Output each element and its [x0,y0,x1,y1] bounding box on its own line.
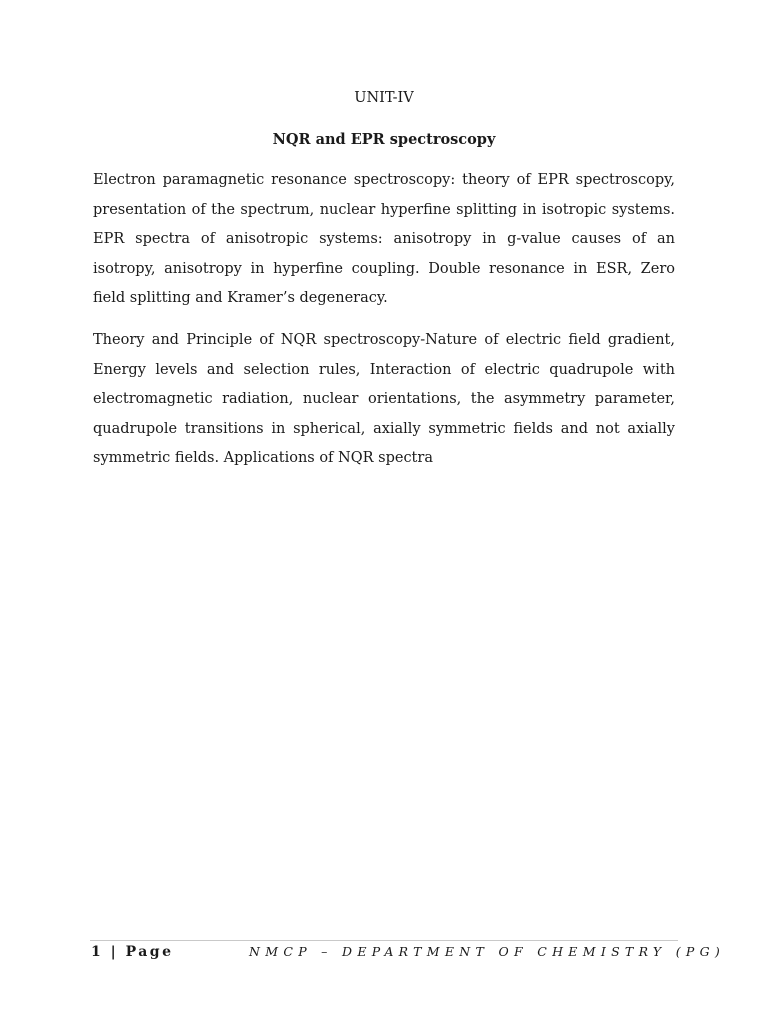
footer-page-number: 1 | Page [91,944,174,960]
footer-divider [90,940,678,941]
paragraph-nqr: Theory and Principle of NQR spectroscopy-Nature of electric field gradient, Energy levels and selection rules, Interaction of electric quadrupole with electromagnetic radiation, nuclear orientations, the asymmetry parameter, quadrupole transitions in spherical, axially symmetric fields and not axially symmetric fields. Applications of NQR spectra [93,332,675,467]
footer-department: NMCP – DEPARTMENT OF CHEMISTRY (PG) [249,944,726,959]
paragraph-epr: Electron paramagnetic resonance spectroscopy: theory of EPR spectroscopy, presentation of the spectrum, nuclear hyperfine splitting in isotropic systems. EPR spectra of anisotropic systems: anisotropy in g-value causes of an isotropy, anisotropy in hyperfine coupling. Double resonance in ESR, Zero field splitting and Kramer’s degeneracy. [93,172,675,307]
unit-heading: UNIT-IV [354,90,414,106]
document-title: NQR and EPR spectroscopy [272,131,496,148]
